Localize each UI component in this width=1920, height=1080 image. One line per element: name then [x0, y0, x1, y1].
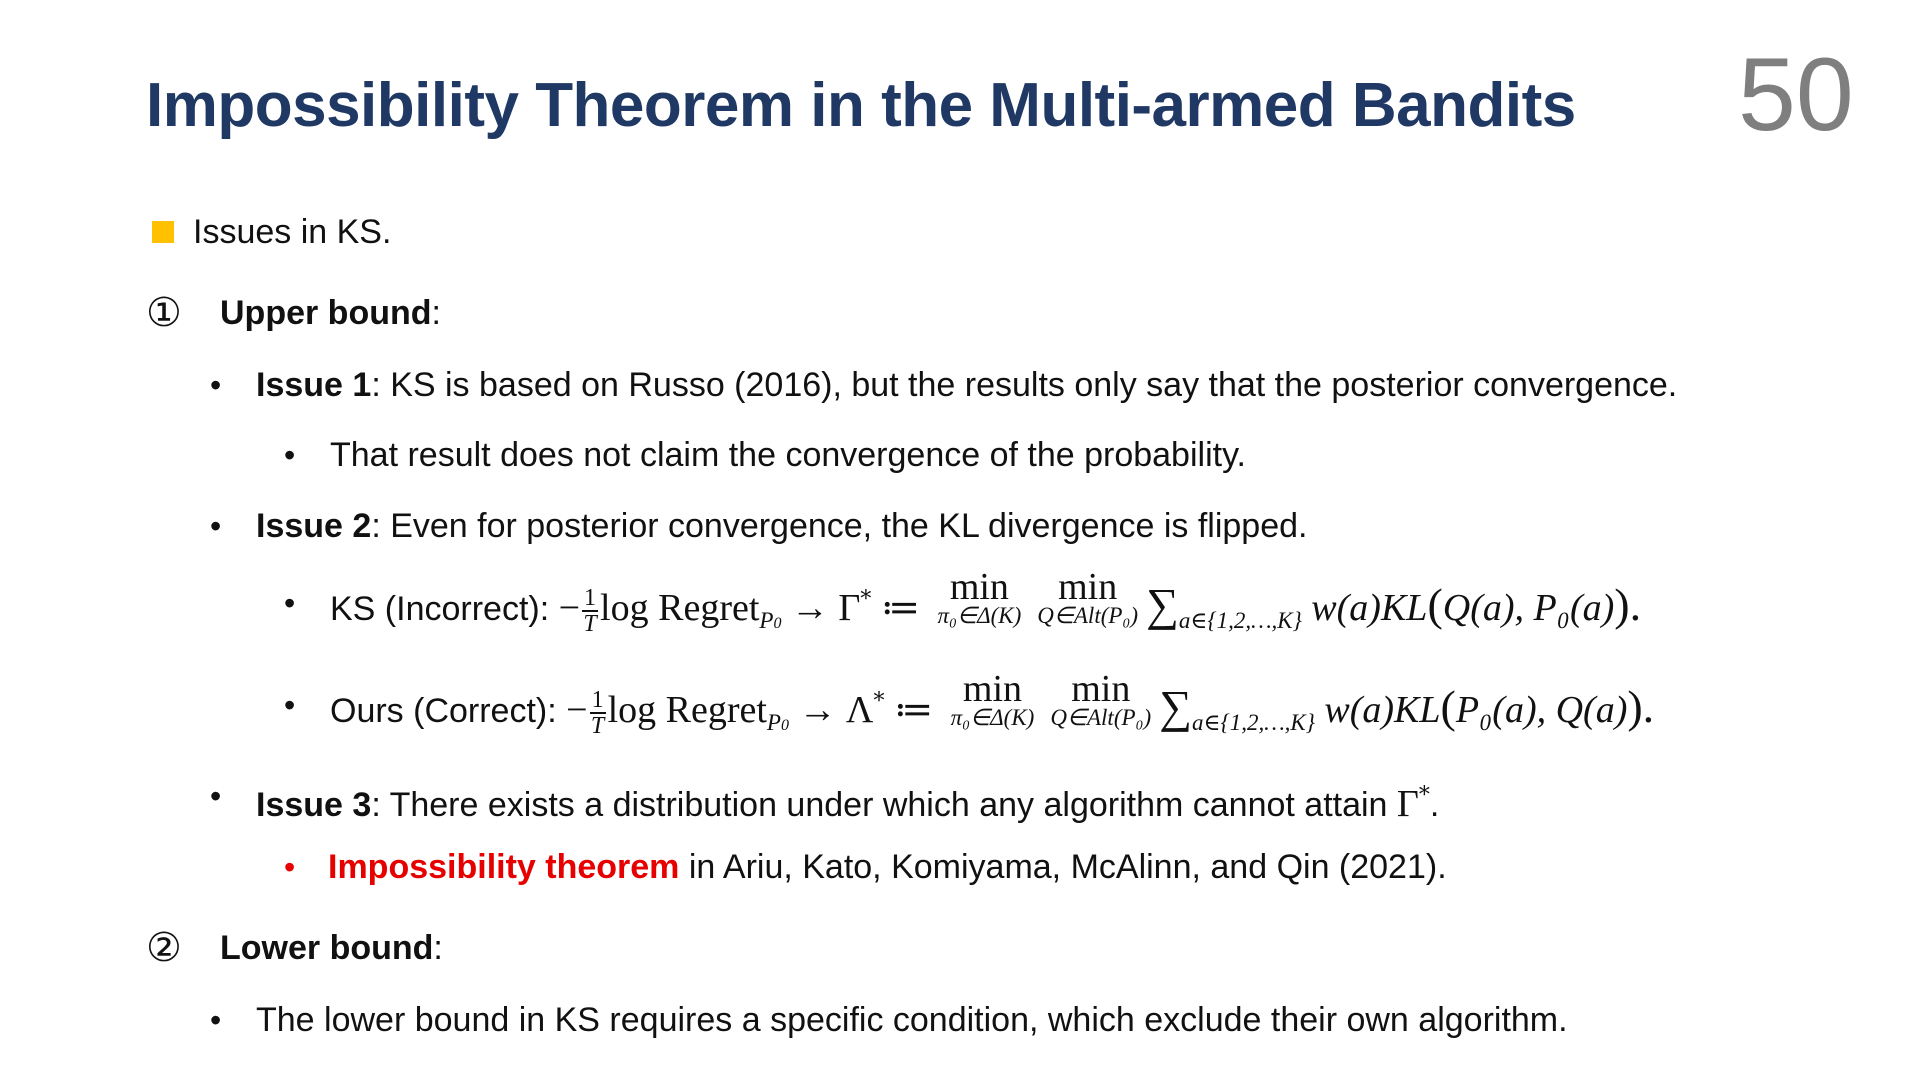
min-operator: min Q∈Alt(P₀)	[1037, 566, 1139, 628]
ks-formula-line: KS (Incorrect): − $\frac{1}{T}$ log Regret$_{P0}$ → Γ* ≔ min π₀∈Δ(K) min Q∈Alt(P₀) $\sum_{a\in\{1,2,\dots,K\}}$ w(a)KL(Q(a), P₀(a)).	[330, 566, 1642, 638]
circled-two-marker: ②	[146, 926, 182, 970]
sum-symbol: ∑	[1146, 579, 1179, 630]
bullet-icon: •	[284, 585, 296, 621]
bullet-icon: •	[210, 508, 222, 544]
issue2-text: : Even for posterior convergence, the KL divergence is flipped.	[371, 507, 1308, 545]
bullet-icon: •	[210, 367, 222, 403]
square-bullet-icon	[152, 221, 174, 243]
lower-bound-text: The lower bound in KS requires a specific condition, which exclude their own algorithm.	[256, 1001, 1568, 1039]
lambda-star: Λ	[845, 689, 874, 731]
bullet-icon: •	[210, 778, 222, 814]
impossibility-citation: in Ariu, Kato, Komiyama, McAlinn, and Qin (2021).	[679, 848, 1447, 886]
impossibility-highlight: Impossibility theorem	[328, 848, 680, 886]
gamma-star: Γ	[838, 587, 861, 629]
sum-symbol: ∑	[1159, 681, 1192, 732]
ks-label: KS (Incorrect):	[330, 590, 559, 628]
min-operator: min Q∈Alt(P₀)	[1050, 668, 1152, 730]
ks-kl-args: Q(a), P₀(a)	[1442, 587, 1615, 629]
bullet-icon: •	[284, 687, 296, 723]
issue3-item: Issue 3: There exists a distribution under which any algorithm cannot attain Γ*.	[256, 783, 1440, 825]
issue3-text: : There exists a distribution under which any algorithm cannot attain	[371, 786, 1397, 824]
min-operator: min π₀∈Δ(K)	[950, 668, 1035, 730]
lower-bound-heading: Lower bound:	[220, 929, 443, 967]
issue2-item	[256, 506, 1307, 546]
fraction: $\frac{1}{T}$	[590, 687, 605, 740]
bullet-icon: •	[284, 437, 296, 473]
min-operator: min π₀∈Δ(K)	[937, 566, 1022, 628]
ours-formula-line: Ours (Correct): − $\frac{1}{T}$ log Regret$_{P0}$ → Λ* ≔ min π₀∈Δ(K) min Q∈Alt(P₀) $\sum_{a\in\{1,2,\dots,K\}}$ w(a)KL(P₀(a), Q(a)).	[330, 668, 1655, 740]
bullet-icon: •	[210, 1002, 222, 1038]
issue2-label: Issue 2	[256, 507, 372, 545]
circled-one-marker: ①	[146, 291, 182, 335]
ours-label: Ours (Correct):	[330, 692, 567, 730]
ours-kl-args: P₀(a), Q(a)	[1455, 689, 1628, 731]
section-heading: Issues in KS.	[193, 213, 392, 251]
issue1-subitem: That result does not claim the convergence of the probability.	[330, 436, 1246, 474]
slide-title: Impossibility Theorem in the Multi-armed Bandits	[146, 71, 1576, 140]
page-number: 50	[1738, 37, 1854, 153]
issue1-text: : KS is based on Russo (2016), but the results only say that the posterior convergence.	[371, 366, 1678, 404]
upper-bound-heading: Upper bound:	[220, 294, 441, 332]
bullet-icon: •	[284, 849, 296, 885]
upper-bound-label: Upper bound	[220, 294, 432, 332]
fraction: $\frac{1}{T}$	[583, 585, 597, 638]
impossibility-ref	[328, 847, 1447, 887]
issue3-label: Issue 3	[256, 786, 372, 824]
issue1-item	[256, 365, 1677, 405]
issue1-label: Issue 1	[256, 366, 372, 404]
lower-bound-label: Lower bound	[220, 929, 434, 967]
